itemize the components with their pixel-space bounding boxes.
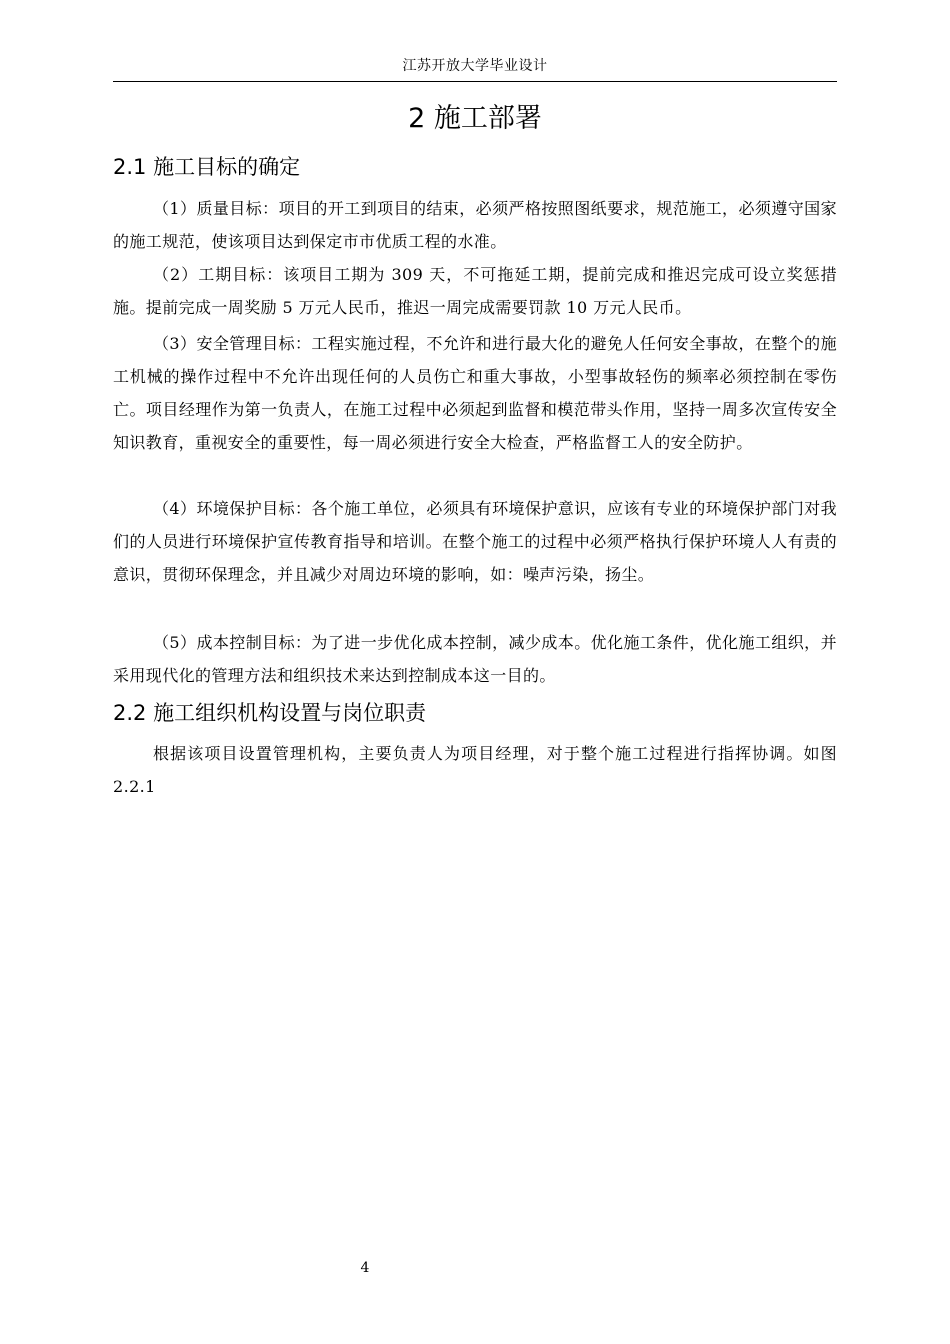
section-title-2-2: 2.2 施工组织机构设置与岗位职责 <box>113 701 427 725</box>
page-number: 4 <box>360 1260 370 1276</box>
paragraph-safety-goal: （3）安全管理目标：工程实施过程，不允许和进行最大化的避免人任何安全事故，在整个的施工机械的操作过程中不允许出现任何的人员伤亡和重大事故，小型事故轻伤的频率必须控制在零伤亡。项目经理作为第一负责人，在施工过程中必须起到监督和模范带头作用，坚持一周多次宣传安全知识教育，重视安全的重要性，每一周必须进行安全大检查，严格监督工人的安全防护。 <box>113 334 837 452</box>
header-rule <box>113 81 837 82</box>
paragraph-schedule-goal: （2）工期目标：该项目工期为 309 天，不可拖延工期，提前完成和推迟完成可设立奖惩措施。提前完成一周奖励 5 万元人民币，推迟一周完成需要罚款 10 万元人民币。 <box>113 265 837 317</box>
paragraph-organization: 根据该项目设置管理机构，主要负责人为项目经理，对于整个施工过程进行指挥协调。如图 2.2.1 <box>113 744 837 796</box>
paragraph-cost-goal: （5）成本控制目标：为了进一步优化成本控制，减少成本。优化施工条件，优化施工组织，并采用现代化的管理方法和组织技术来达到控制成本这一目的。 <box>113 633 837 685</box>
paragraph-quality-goal: （1）质量目标：项目的开工到项目的结束，必须严格按照图纸要求，规范施工，必须遵守国家的施工规范，使该项目达到保定市市优质工程的水准。 <box>113 199 837 251</box>
running-header: 江苏开放大学毕业设计 <box>402 58 548 74</box>
section-title-2-1: 2.1 施工目标的确定 <box>113 155 301 179</box>
paragraph-environment-goal: （4）环境保护目标：各个施工单位，必须具有环境保护意识，应该有专业的环境保护部门对我们的人员进行环境保护宣传教育指导和培训。在整个施工的过程中必须严格执行保护环境人人有责的意识，贯彻环保理念，并且减少对周边环境的影响，如：噪声污染，扬尘。 <box>113 499 837 584</box>
chapter-title: 2 施工部署 <box>408 103 542 134</box>
